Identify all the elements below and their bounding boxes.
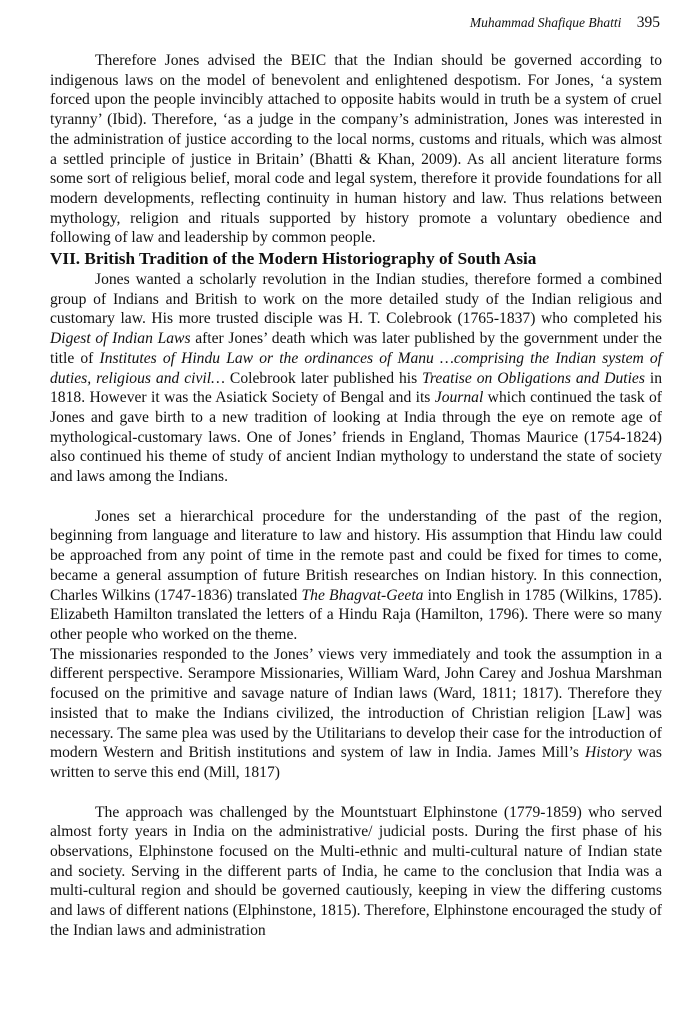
body-text — [50, 51, 662, 941]
paragraph-text: The approach was challenged by the Mountstuart Elphinstone (1779-1859) who served almost forty years in India on the administrative/ judicial posts. During the first phase of his observations, Elphinstone focused on the Multi-ethnic and multi-cultural nature of Indian state and society. Serving in the different parts of India, he came to the conclusion that India was a multi-cultural region and should be governed cautiously, keeping in view the differing customs and laws of different nations (Elphinstone, 1815). Therefore, Elphinstone encouraged the study of the Indian laws and administration — [50, 803, 662, 939]
italic-title-bhagvat-geeta: The Bhagvat-Geeta — [301, 586, 424, 604]
paragraph-text: after Jones’ death which was later published by the government under the title of — [50, 330, 662, 367]
running-header — [470, 14, 660, 32]
section-heading: VII. British Tradition of the Modern Historiography of South Asia — [50, 249, 537, 269]
paragraph-text: The missionaries responded to the Jones’ views very immediately and took the assumption in a different perspective. Serampore Missionaries, William Ward, John Carey and Joshua Marshman focused on the primitive and savage nature of Indian laws (Ward, 1811; 1817). Therefore they insisted that to make the Indians civilized, the introduction of Christian religion [Law] was necessary. The same plea was used by the Utilitarians to develop their case for the introduction of modern Western and British institutions and system of law in India. James Mill’s — [50, 645, 662, 762]
paragraph-hierarchical-procedure — [50, 507, 662, 645]
paragraph-text: was written to serve this end (Mill, 1817) — [50, 744, 662, 781]
paragraph-text: in 1818. However it was the Asiatick Society of Bengal and its — [50, 369, 663, 407]
paragraph-text: which continued the task of Jones and gave birth to a new tradition of looking at India through the eye on remote age of mythological-customary laws. One of Jones’ friends in England, Thomas Maurice (1754-1824) also continued his theme of study of ancient Indian mythology to understand the state of society and laws among the Indians. — [50, 389, 663, 486]
paragraph-text: Jones set a hierarchical procedure for the understanding of the past of the region, beginning from language and literature to law and history. His assumption that Hindu law could be approached from any point of time in the remote past and could be fixed for times to come, became a general assumption of future British researches on Indian history. In this connection, Charles Wilkins (1747-1836) translated — [50, 507, 662, 604]
paragraph-missionaries — [50, 645, 662, 783]
page-number: 395 — [636, 14, 660, 31]
italic-title-treatise: Treatise on Obligations and Duties — [422, 369, 645, 387]
paragraph-text: into English in 1785 (Wilkins, 1785). Elizabeth Hamilton translated the letters of a Hindu Raja (Hamilton, 1796). There were so many other people who worked on the theme. — [50, 586, 662, 643]
paragraph-text: Colebrook later published his — [224, 369, 423, 387]
paragraph-text: Jones wanted a scholarly revolution in the Indian studies, therefore formed a combined group of Indians and British to work on the more detailed study of the Indian religious and customary law. His more trusted disciple was H. T. Colebrook (1765-1837) who completed his — [50, 271, 662, 328]
italic-title-digest: Digest of Indian Laws — [50, 330, 191, 348]
paragraph-jones-advice — [50, 51, 662, 248]
italic-title-history: History — [584, 744, 632, 762]
italic-title-journal: Journal — [434, 389, 484, 407]
paragraph-elphinstone — [50, 803, 662, 941]
paragraph-text: Therefore Jones advised the BEIC that the Indian should be governed according to indigenous laws on the model of benevolent and enlightened despotism. For Jones, ‘a system forced upon the people invincibly attached to opposite habits would in truth be a system of cruel tyranny’ (Ibid). Therefore, ‘as a judge in the company’s administration, Jones was interested in the administration of justice according to the local norms, customs and rituals, which was almost a settled principle of justice in Britain’ (Bhatti & Khan, 2009). As all ancient literature forms some sort of religious belief, moral code and legal system, therefore it provide foundations for all modern developments, reflecting continuity in human history and law. Thus relations between mythology, religion and rituals supported by history promote a voluntary obedience and following of law and leadership by common people. — [50, 52, 662, 247]
paragraph-scholarly-revolution — [50, 270, 662, 487]
italic-title-institutes: Institutes of Hindu Law or the ordinances of Manu …comprising the Indian system of duties, religious and civil… — [50, 349, 663, 387]
header-author: Muhammad Shafique Bhatti — [469, 15, 622, 30]
